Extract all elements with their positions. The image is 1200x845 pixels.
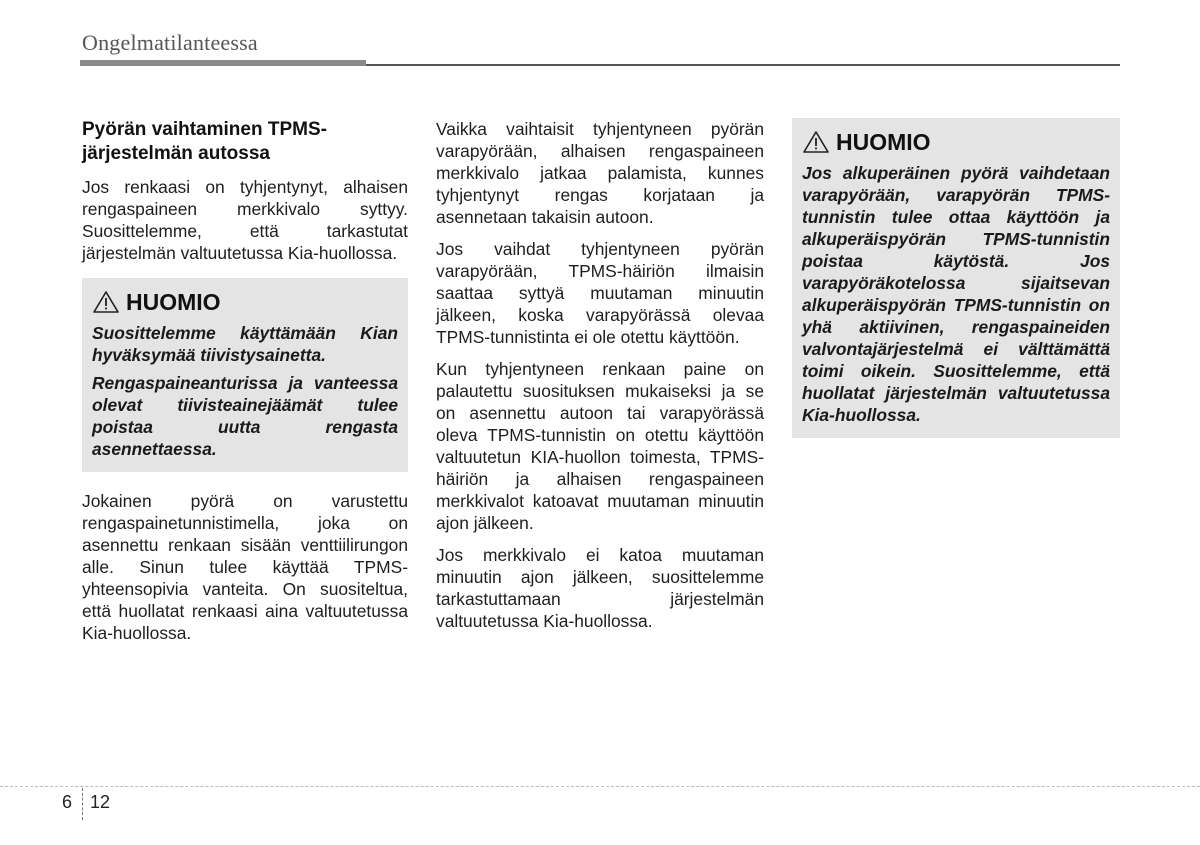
body-paragraph: Jos vaihdat tyhjentyneen pyörän varapyörään, TPMS-häiriön ilmaisin saattaa syttyä muutaman minuutin jälkeen, koska varapyörässä olevaa TPMS-tunnistinta ei ole otettu käyttöön. <box>436 239 764 347</box>
column-middle <box>436 118 764 642</box>
body-paragraph: Vaikka vaihtaisit tyhjentyneen pyörän varapyörään, alhaisen rengaspaineen merkkivalo jatkaa palamista, kunnes tyhjentynyt rengas korjataan ja asennetaan takaisin autoon. <box>436 119 764 227</box>
section-title: Ongelmatilanteessa <box>82 30 258 55</box>
body-paragraph: Jokainen pyörä on varustettu rengaspainetunnistimella, joka on asennettu renkaan sisään venttiilirungon alle. Sinun tulee käyttää TPMS-yhteensopivia vanteita. On suositeltua, että huollatat renkaasi aina valtuutetussa Kia-huollossa. <box>82 491 408 643</box>
header-rule-thick <box>80 60 366 66</box>
caution-title: HUOMIO <box>836 129 931 155</box>
page-number-separator <box>82 788 84 820</box>
caution-text: Jos alkuperäinen pyörä vaihdetaan varapyörään, varapyörän TPMS-tunnistin tulee ottaa käyttöön ja alkuperäispyörän TPMS-tunnistin poistaa käytöstä. Jos varapyöräkotelossa sijaitsevan alkuperäispyörän TPMS-tunnistin on yhä aktiivinen, rengaspaineiden valvontajärjestelmä ei välttämättä toimi oikein. Suosittelemme, että huollatat järjestelmän valtuutetussa Kia-huollossa. <box>802 163 1110 425</box>
caution-text: Rengaspaineanturissa ja vanteessa olevat tiivisteainejäämät tulee poistaa uutta rengasta asennettaessa. <box>92 373 398 459</box>
footer-dashed-rule <box>0 786 1200 787</box>
subsection-heading: Pyörän vaihtaminen TPMS-järjestelmän autossa <box>82 119 327 164</box>
header-rule-thin <box>366 64 1120 66</box>
warning-triangle-icon <box>92 290 120 314</box>
column-right <box>792 118 1120 456</box>
chapter-number: 6 <box>62 792 73 812</box>
caution-box <box>792 118 1120 438</box>
caution-text: Suosittelemme käyttämään Kian hyväksymää tiivistysainetta. <box>92 323 398 365</box>
body-paragraph: Jos merkkivalo ei katoa muutaman minuutin ajon jälkeen, suosittelemme tarkastuttamaan järjestelmän valtuutetussa Kia-huollossa. <box>436 545 764 631</box>
page-number: 12 <box>90 792 111 812</box>
caution-box <box>82 278 408 472</box>
warning-triangle-icon <box>802 130 830 154</box>
caution-title: HUOMIO <box>126 289 221 315</box>
body-paragraph: Kun tyhjentyneen renkaan paine on palautettu suosituksen mukaiseksi ja se on asennettu autoon tai varapyörässä oleva TPMS-tunnistin on otettu käyttöön valtuutetun KIA-huollon toimesta, TPMS-häiriön ja alhaisen rengaspaineen merkkivalot katoavat muutaman minuutin ajon jälkeen. <box>436 359 764 533</box>
body-paragraph: Jos renkaasi on tyhjentynyt, alhaisen rengaspaineen merkkivalo syttyy. Suosittelemme, että tarkastutat järjestelmän valtuutetussa Kia-huollossa. <box>82 177 408 263</box>
column-left <box>82 118 408 654</box>
